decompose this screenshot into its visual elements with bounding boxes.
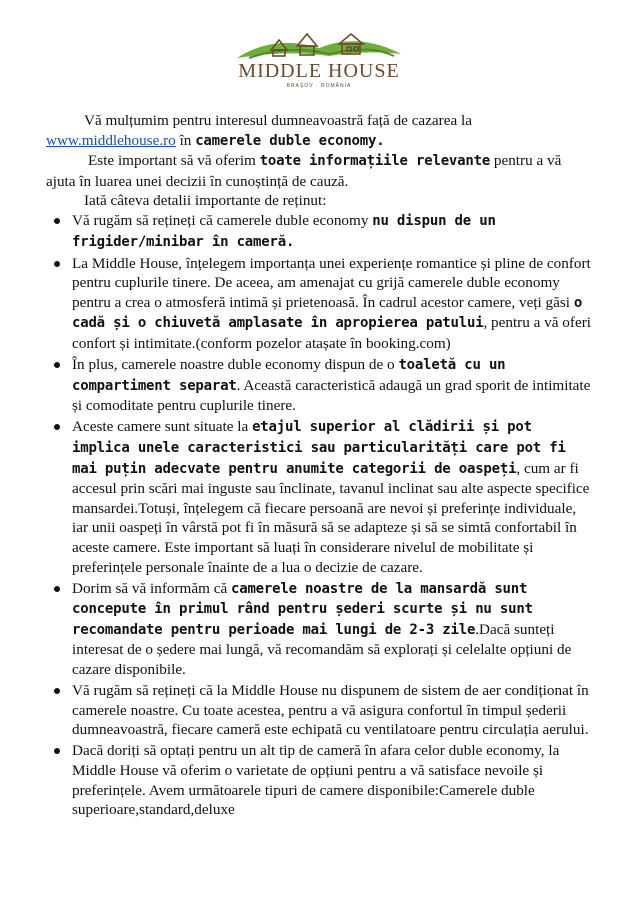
intro-text: pentru a vă ajuta în luarea unei decizii în cunoștință de cauză.: [46, 152, 562, 190]
item-text: În plus, camerele noastre duble economy dispun de o: [72, 356, 399, 374]
item-text: Aceste camere sunt situate la: [72, 418, 253, 436]
list-item: [46, 254, 594, 354]
logo-tagline: BRAȘOV · ROMÂNIA: [286, 83, 351, 89]
item-text: La Middle House, înțelegem importanța unei experiențe romantice și pline de confort pentru cuplurile tinere. De aceea, am amenajat cu grijă camerele duble economy pentru a crea o atmosferă intimă și prietenoasă. În cadrul acestor camere, veți găsi: [72, 254, 591, 311]
middle-house-logo: [0, 14, 637, 92]
list-item: [46, 355, 594, 416]
list-item: [46, 579, 594, 680]
item-text: , pentru a vă oferi confort și intimitate.(conform pozelor atașate în booking.com): [72, 314, 591, 353]
logo-graphic: [219, 14, 419, 92]
item-bold: camerele noastre de la mansardă sunt concepute în primul rând pentru șederi scurte și nu sunt recomandate pentru perioade mai lungi de 2-3 zile: [72, 580, 533, 638]
intro-text: în: [175, 131, 196, 149]
item-text: Dorim să vă informăm că: [72, 579, 231, 597]
intro-bold: toate informațiile relevante: [259, 153, 491, 170]
item-bold: etajul superior al clădirii și pot implica unele caracteristici sau particularități care pot fi mai puțin adecvate pentru anumite categorii de oaspeți: [72, 419, 566, 477]
item-text: . Această caracteristică adaugă un grad sporit de intimitate și comoditate pentru cuplurile tinere.: [72, 376, 591, 415]
website-link[interactable]: www.middlehouse.ro: [46, 131, 176, 149]
list-item: [46, 211, 594, 252]
details-list: [46, 211, 594, 820]
item-text: Vă rugăm să rețineți că camerele duble economy: [72, 211, 373, 229]
list-item: [46, 417, 594, 577]
intro-paragraph-2: [46, 151, 594, 191]
list-item: [46, 741, 594, 819]
intro-paragraph-3: Iată câteva detalii importante de reținut:: [84, 192, 327, 210]
logo-name: MIDDLE HOUSE: [237, 60, 400, 82]
item-text: Vă rugăm să rețineți că la Middle House nu dispunem de sistem de aer condiționat în camerele noastre. Cu toate acestea, pentru a vă asigura confortul în timpul șederii dumneavoastră, fiecare cameră este echipată cu ventilatoare pentru circulația aerului.: [72, 682, 589, 739]
item-text: .Dacă sunteți interesat de o ședere mai lungă, vă recomandăm să explorați și celelalte opțiuni de cazare disponibile.: [72, 620, 572, 679]
list-item: [46, 681, 594, 740]
intro-text: Este important să vă oferim: [88, 152, 260, 170]
item-bold: o cadă și o chiuvetă amplasate în apropierea patului: [72, 294, 583, 332]
item-text: Dacă doriți să optați pentru un alt tip de cameră în afara celor duble economy, la Middle House vă oferim o varietate de opțiuni pentru a vă satisface nevoile și preferințele. Avem următoarele tipuri de camere disponibile:Camerele duble superioare,standard,deluxe: [72, 742, 560, 819]
document-body: [46, 111, 594, 821]
intro-paragraph-1: [46, 111, 594, 151]
intro-bold: camerele duble economy.: [195, 132, 385, 149]
item-text: , cum ar fi accesul prin scări mai inguste sau înclinate, tavanul inclinat sau alte aspecte specifice mansardei.Totuși, înțelegem că fiecare persoană are nevoi și preferințe individuale, iar unii oaspeți în vârstă pot fi în măsură să se adapteze și să se simtă confortabil în aceste camere. Este important să luați în considerare nivelul de mobilitate și preferințele personale înainte de a lua o decizie de cazare.: [72, 459, 590, 576]
intro-text: Vă mulțumim pentru interesul dumneavoastră față de cazarea la: [84, 112, 472, 129]
item-bold: nu dispun de un frigider/minibar în cameră.: [72, 212, 496, 250]
item-bold: toaletă cu un compartiment separat: [72, 357, 506, 394]
